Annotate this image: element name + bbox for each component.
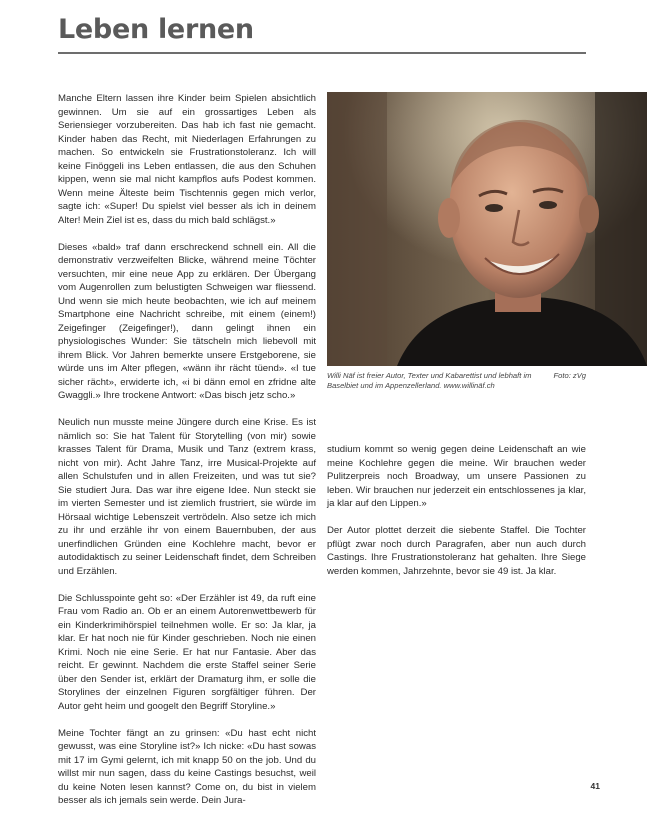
paragraph: Meine Tochter fängt an zu grinsen: «Du hast echt nicht gewusst, was eine Storyline ist?» Ich nicke: «Du hast sowas mit 17 im Gymi gelernt, ich mit knapp 50 on the job. Und du willst mir nun sagen, dass du keine Castings besuchst, weil du keine Noten lesen kannst? Come on, du bist in vielem besser als ich jemals sein werde. Dein Jura- [58, 727, 316, 806]
photo-caption [327, 371, 586, 390]
paragraph: Der Autor plottet derzeit die siebente Staffel. Die Tochter pflügt zwar noch durch Paragrafen, aber nun auch durch Castings. Ihre Frustrationstoleranz hat gehalten. Ihre Siege werden kommen, Jahrzehnte, bevor sie 49 ist. Ja klar. [327, 525, 586, 577]
photo-credit: Foto: zVg [553, 371, 586, 380]
article-column-right [327, 443, 586, 592]
article-column-left [58, 92, 316, 821]
title-divider [58, 52, 586, 54]
paragraph: studium kommt so wenig gegen deine Leidenschaft an wie meine Kochlehre gegen die meine. Wir brauchen weder Pulitzerpreis noch Broadway, um unsere Passionen zu leben. Wir brauchen nur jederzeit ein entschlossenes ja klar, ja klar auf den Lippen.» [327, 444, 586, 509]
paragraph: Dieses «bald» traf dann erschreckend schnell ein. All die demonstrativ verzweifelten Blicke, während meine Töchter versuchten, mir eine neue App zu erklären. Der Übergang vom Augenrollen zum belustigten Schweigen war fliessend. Und wenn sie mich heute beobachten, wie ich auf meinem Smartphone eine Nachricht schreibe, mit einem (einem!) Zeigefinger (Zeigefinger!), dann gelingt ihnen ein physiologisches Wunder: Sie tätscheln mich liebevoll mit ihrem Blick. Vor Jahren bemerkte unsere Erstgeborene, sie würde uns im Alter pflegen, «wänn ihr rächt tüend». «I tue sicher rächt», erwiderte ich, «i bi dänn emol en zfridne alte Gwaggli.» Ihre trockene Antwort: «Das bisch jetz scho.» [58, 241, 316, 401]
paragraph: Die Schlusspointe geht so: «Der Erzähler ist 49, da ruft eine Frau vom Radio an. Ob er an einem Autorenwettbewerb für ein Kinderkrimihörspiel teilnehmen wolle. Er so: Ja klar, ja klar. Er hat noch nie für Kinder geschrieben. Noch nie einen Krimi. Noch nie eine Serie. Er hat nur Fantasie. Aber das reicht. Er gewinnt. Nachdem die erste Staffel seiner Serie über den Sender ist, erklärt der Dramaturg ihm, er solle die Storylines der einzelnen Figuren sorgfältiger führen. Der Autor geht heim und googelt den Begriff Storyline.» [58, 592, 316, 712]
author-photo [327, 92, 647, 366]
caption-text: Willi Näf ist freier Autor, Texter und Kabarettist und lebhaft im Baselbiet und im Appenzellerland. www.willinäf.ch [327, 371, 532, 390]
page-title: Leben lernen [58, 14, 254, 45]
paragraph: Manche Eltern lassen ihre Kinder beim Spielen absichtlich gewinnen. Um sie auf ein grossartiges Leben als Seriensieger vorzubereiten. Das hab ich fast nie gemacht. Kinder haben das Recht, mit Niederlagen Erfahrungen zu machen. So entwickeln sie Frustrationstoleranz. Ich will keine Finöggeli ins Leben entlassen, die aus den Schuhen kippen, wenn sie mal nicht kampflos aufs Podest kommen. Wenn meine Älteste beim Tischtennis gegen mich verlor, sagte ich: «Super! Du spielst viel besser als ich in deinem Alter! Mein Ziel ist es, dass du mich bald schlägst.» [58, 93, 316, 226]
page-number: 41 [590, 781, 600, 791]
author-portrait-illustration [327, 92, 647, 366]
paragraph: Neulich nun musste meine Jüngere durch eine Krise. Es ist nämlich so: Sie hat Talent für Storytelling (von mir) sowie krasses Talent für Drama, Musik und Tanz (extrem krass, nicht von mir). Acht Jahre Tanz, irre Musical-Projekte auf allen Schulstufen und in allen Freizeiten, und was tut sie? Sie studiert Jura. Das war ihre eigene Idee. Nun steckt sie im vierten Semester und ist ziemlich frustriert, sie würde im Hörsaal wichtige Lebenszeit vertrödeln. Also setze ich mich zu ihr und erzähle ihr von einem Bauernbuben, der aus unerfindlichen Gründen eine Kochlehre macht, bevor er autodidaktisch zu seiner Leidenschaft findet, dem Schreiben und Erzählen. [58, 417, 316, 577]
